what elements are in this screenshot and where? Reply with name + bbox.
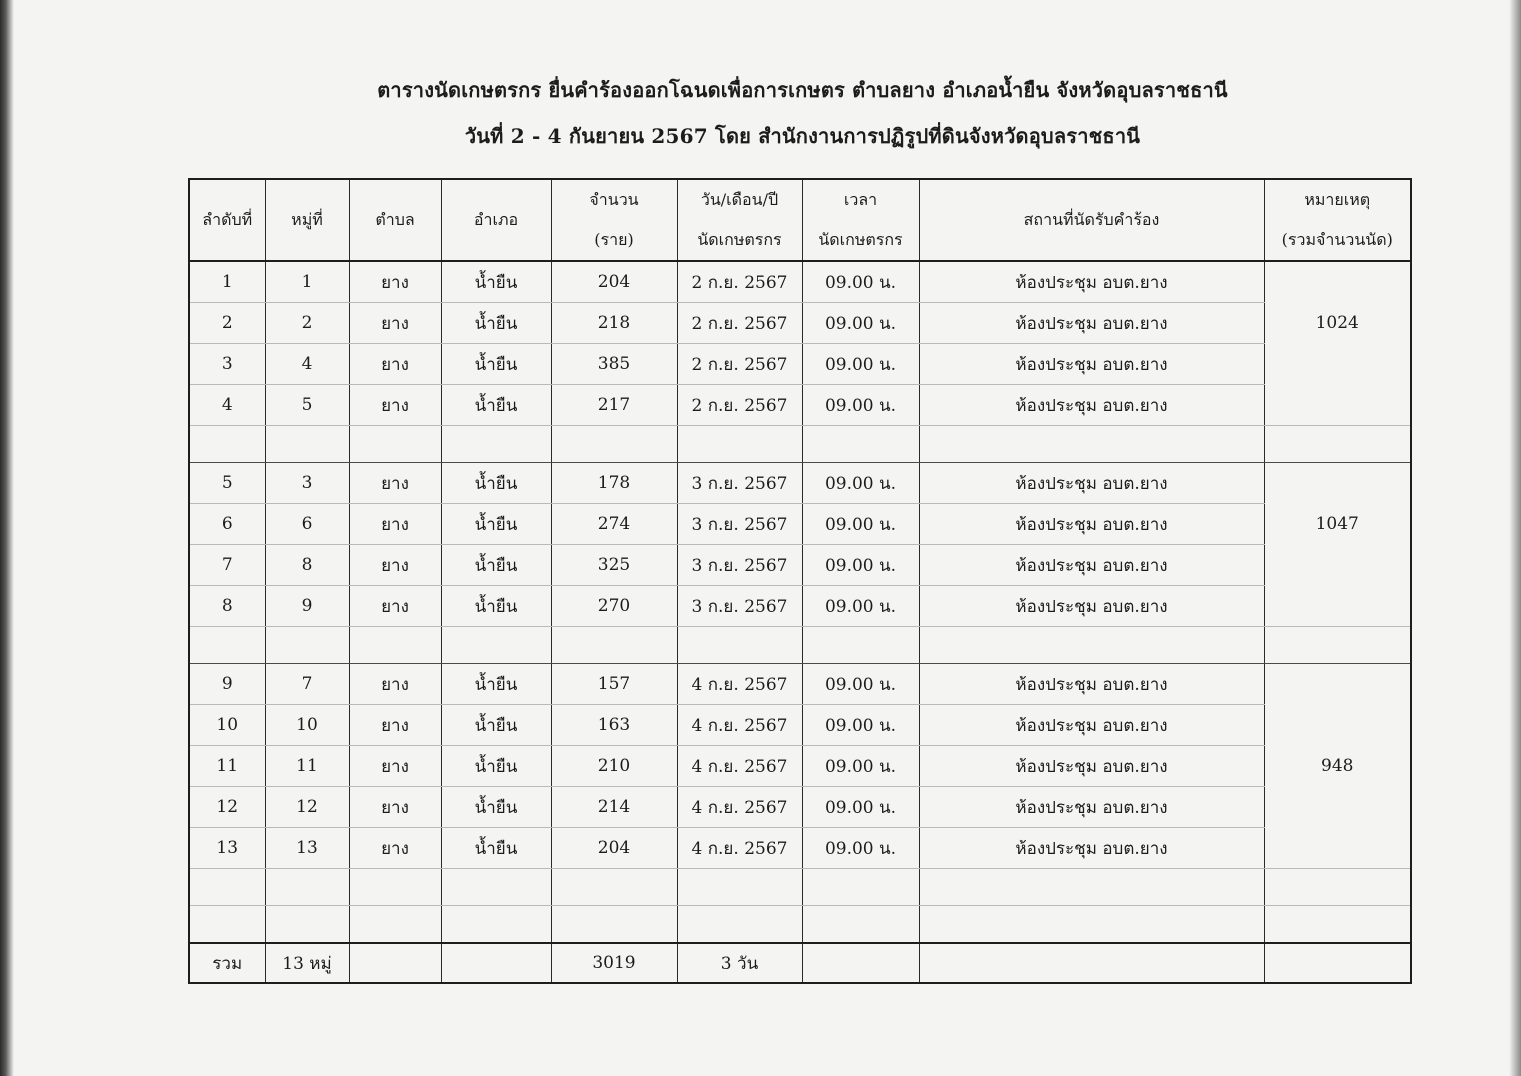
header-district: อำเภอ xyxy=(441,179,551,261)
document-title: ตารางนัดเกษตรกร ยื่นคำร้องออกโฉนดเพื่อการเกษตร ตำบลยาง อำเภอน้ำยืน จังหวัดอุบลราชธานี xyxy=(377,78,1228,102)
cell-seq: 12 xyxy=(189,787,265,828)
cell-district: น้ำยืน xyxy=(441,705,551,746)
empty-cell xyxy=(802,906,919,944)
cell-date: 3 ก.ย. 2567 xyxy=(677,504,802,545)
cell-district: น้ำยืน xyxy=(441,664,551,705)
spacer-row xyxy=(189,627,1411,664)
cell-date: 4 ก.ย. 2567 xyxy=(677,664,802,705)
header-count-line1: จำนวน xyxy=(589,190,639,209)
cell-count: 163 xyxy=(551,705,677,746)
spacer-row xyxy=(189,906,1411,944)
header-date xyxy=(677,179,802,261)
cell-village: 10 xyxy=(265,705,349,746)
empty-cell xyxy=(265,426,349,463)
empty-cell xyxy=(265,906,349,944)
cell-time: 09.00 น. xyxy=(802,787,919,828)
header-subdistrict: ตำบล xyxy=(349,179,441,261)
empty-cell xyxy=(802,627,919,664)
cell-place: ห้องประชุม อบต.ยาง xyxy=(919,385,1264,426)
cell-subdistrict: ยาง xyxy=(349,385,441,426)
empty-cell xyxy=(677,627,802,664)
cell-count: 217 xyxy=(551,385,677,426)
total-label: รวม xyxy=(189,943,265,983)
cell-village: 9 xyxy=(265,586,349,627)
schedule-table xyxy=(188,178,1412,984)
header-note xyxy=(1264,179,1411,261)
table-row xyxy=(189,787,1411,828)
empty-cell xyxy=(1264,627,1411,664)
table-row xyxy=(189,463,1411,504)
empty-cell xyxy=(441,943,551,983)
cell-village: 1 xyxy=(265,261,349,303)
cell-note xyxy=(1264,664,1411,705)
cell-time: 09.00 น. xyxy=(802,746,919,787)
cell-date: 3 ก.ย. 2567 xyxy=(677,586,802,627)
empty-cell xyxy=(189,869,265,906)
cell-subdistrict: ยาง xyxy=(349,545,441,586)
cell-subdistrict: ยาง xyxy=(349,463,441,504)
table-row xyxy=(189,385,1411,426)
cell-count: 270 xyxy=(551,586,677,627)
cell-count: 204 xyxy=(551,261,677,303)
total-days: 3 วัน xyxy=(677,943,802,983)
empty-cell xyxy=(551,869,677,906)
cell-district: น้ำยืน xyxy=(441,746,551,787)
empty-cell xyxy=(1264,426,1411,463)
cell-count: 274 xyxy=(551,504,677,545)
cell-seq: 2 xyxy=(189,303,265,344)
cell-place: ห้องประชุม อบต.ยาง xyxy=(919,504,1264,545)
cell-date: 2 ก.ย. 2567 xyxy=(677,385,802,426)
cell-place: ห้องประชุม อบต.ยาง xyxy=(919,545,1264,586)
page-edge-shadow-right xyxy=(1509,0,1521,1076)
cell-village: 12 xyxy=(265,787,349,828)
cell-date: 2 ก.ย. 2567 xyxy=(677,261,802,303)
cell-note xyxy=(1264,545,1411,586)
empty-cell xyxy=(802,943,919,983)
empty-cell xyxy=(919,943,1264,983)
table-row xyxy=(189,545,1411,586)
cell-seq: 8 xyxy=(189,586,265,627)
cell-note xyxy=(1264,705,1411,746)
cell-note xyxy=(1264,261,1411,303)
cell-district: น้ำยืน xyxy=(441,545,551,586)
cell-date: 3 ก.ย. 2567 xyxy=(677,545,802,586)
cell-village: 7 xyxy=(265,664,349,705)
table-row xyxy=(189,303,1411,344)
cell-seq: 1 xyxy=(189,261,265,303)
cell-time: 09.00 น. xyxy=(802,705,919,746)
cell-village: 8 xyxy=(265,545,349,586)
total-row xyxy=(189,943,1411,983)
cell-note xyxy=(1264,463,1411,504)
cell-village: 13 xyxy=(265,828,349,869)
cell-seq: 3 xyxy=(189,344,265,385)
cell-seq: 5 xyxy=(189,463,265,504)
cell-time: 09.00 น. xyxy=(802,385,919,426)
cell-subdistrict: ยาง xyxy=(349,586,441,627)
header-note-line2: (รวมจำนวนนัด) xyxy=(1281,230,1393,249)
cell-seq: 11 xyxy=(189,746,265,787)
cell-subdistrict: ยาง xyxy=(349,828,441,869)
empty-cell xyxy=(265,627,349,664)
empty-cell xyxy=(441,627,551,664)
empty-cell xyxy=(677,906,802,944)
header-seq: ลำดับที่ xyxy=(189,179,265,261)
cell-note: 1024 xyxy=(1264,303,1411,344)
cell-count: 214 xyxy=(551,787,677,828)
cell-place: ห้องประชุม อบต.ยาง xyxy=(919,586,1264,627)
cell-note: 1047 xyxy=(1264,504,1411,545)
empty-cell xyxy=(919,906,1264,944)
cell-date: 2 ก.ย. 2567 xyxy=(677,303,802,344)
table-row xyxy=(189,261,1411,303)
empty-cell xyxy=(802,869,919,906)
table-row xyxy=(189,828,1411,869)
empty-cell xyxy=(441,869,551,906)
empty-cell xyxy=(677,869,802,906)
empty-cell xyxy=(551,906,677,944)
cell-count: 325 xyxy=(551,545,677,586)
cell-district: น้ำยืน xyxy=(441,385,551,426)
total-villages: 13 หมู่ xyxy=(265,943,349,983)
empty-cell xyxy=(677,426,802,463)
cell-village: 2 xyxy=(265,303,349,344)
cell-place: ห้องประชุม อบต.ยาง xyxy=(919,828,1264,869)
spacer-row xyxy=(189,426,1411,463)
cell-date: 4 ก.ย. 2567 xyxy=(677,746,802,787)
cell-subdistrict: ยาง xyxy=(349,344,441,385)
table-body xyxy=(189,261,1411,983)
cell-date: 3 ก.ย. 2567 xyxy=(677,463,802,504)
cell-seq: 4 xyxy=(189,385,265,426)
cell-count: 210 xyxy=(551,746,677,787)
empty-cell xyxy=(189,627,265,664)
table-row xyxy=(189,344,1411,385)
cell-time: 09.00 น. xyxy=(802,545,919,586)
header-count xyxy=(551,179,677,261)
cell-subdistrict: ยาง xyxy=(349,664,441,705)
cell-time: 09.00 น. xyxy=(802,586,919,627)
cell-subdistrict: ยาง xyxy=(349,705,441,746)
header-place: สถานที่นัดรับคำร้อง xyxy=(919,179,1264,261)
cell-time: 09.00 น. xyxy=(802,664,919,705)
cell-seq: 6 xyxy=(189,504,265,545)
cell-subdistrict: ยาง xyxy=(349,787,441,828)
cell-seq: 10 xyxy=(189,705,265,746)
header-village: หมู่ที่ xyxy=(265,179,349,261)
cell-place: ห้องประชุม อบต.ยาง xyxy=(919,664,1264,705)
cell-note xyxy=(1264,385,1411,426)
cell-time: 09.00 น. xyxy=(802,261,919,303)
cell-district: น้ำยืน xyxy=(441,463,551,504)
cell-date: 4 ก.ย. 2567 xyxy=(677,787,802,828)
cell-place: ห้องประชุม อบต.ยาง xyxy=(919,303,1264,344)
empty-cell xyxy=(919,426,1264,463)
cell-place: ห้องประชุม อบต.ยาง xyxy=(919,463,1264,504)
cell-time: 09.00 น. xyxy=(802,504,919,545)
table-row xyxy=(189,664,1411,705)
empty-cell xyxy=(349,943,441,983)
cell-village: 3 xyxy=(265,463,349,504)
header-time xyxy=(802,179,919,261)
cell-village: 6 xyxy=(265,504,349,545)
empty-cell xyxy=(265,869,349,906)
total-count: 3019 xyxy=(551,943,677,983)
empty-cell xyxy=(189,426,265,463)
cell-count: 218 xyxy=(551,303,677,344)
cell-time: 09.00 น. xyxy=(802,463,919,504)
spacer-row xyxy=(189,869,1411,906)
empty-cell xyxy=(349,906,441,944)
cell-place: ห้องประชุม อบต.ยาง xyxy=(919,705,1264,746)
cell-district: น้ำยืน xyxy=(441,303,551,344)
cell-village: 4 xyxy=(265,344,349,385)
cell-district: น้ำยืน xyxy=(441,261,551,303)
header-count-line2: (ราย) xyxy=(594,230,634,249)
empty-cell xyxy=(1264,869,1411,906)
cell-date: 4 ก.ย. 2567 xyxy=(677,828,802,869)
cell-note: 948 xyxy=(1264,746,1411,787)
cell-note xyxy=(1264,787,1411,828)
page-edge-shadow-left xyxy=(0,0,14,1076)
cell-place: ห้องประชุม อบต.ยาง xyxy=(919,261,1264,303)
cell-note xyxy=(1264,344,1411,385)
cell-village: 11 xyxy=(265,746,349,787)
cell-note xyxy=(1264,828,1411,869)
table-row xyxy=(189,705,1411,746)
header-note-line1: หมายเหตุ xyxy=(1304,190,1371,209)
cell-place: ห้องประชุม อบต.ยาง xyxy=(919,746,1264,787)
cell-subdistrict: ยาง xyxy=(349,504,441,545)
cell-time: 09.00 น. xyxy=(802,303,919,344)
cell-date: 4 ก.ย. 2567 xyxy=(677,705,802,746)
header-date-line2: นัดเกษตรกร xyxy=(697,230,782,249)
empty-cell xyxy=(551,426,677,463)
cell-place: ห้องประชุม อบต.ยาง xyxy=(919,787,1264,828)
header-time-line1: เวลา xyxy=(843,190,878,209)
cell-time: 09.00 น. xyxy=(802,344,919,385)
empty-cell xyxy=(441,426,551,463)
cell-district: น้ำยืน xyxy=(441,586,551,627)
cell-district: น้ำยืน xyxy=(441,828,551,869)
cell-place: ห้องประชุม อบต.ยาง xyxy=(919,344,1264,385)
empty-cell xyxy=(349,627,441,664)
document-subtitle: วันที่ 2 - 4 กันยายน 2567 โดย สำนักงานการปฏิรูปที่ดินจังหวัดอุบลราชธานี xyxy=(464,124,1141,148)
header-date-line1: วัน/เดือน/ปี xyxy=(700,190,779,209)
empty-cell xyxy=(919,627,1264,664)
cell-district: น้ำยืน xyxy=(441,787,551,828)
cell-district: น้ำยืน xyxy=(441,504,551,545)
header-time-line2: นัดเกษตรกร xyxy=(818,230,903,249)
cell-count: 157 xyxy=(551,664,677,705)
cell-count: 204 xyxy=(551,828,677,869)
empty-cell xyxy=(189,906,265,944)
table-row xyxy=(189,746,1411,787)
cell-subdistrict: ยาง xyxy=(349,746,441,787)
cell-count: 385 xyxy=(551,344,677,385)
cell-subdistrict: ยาง xyxy=(349,261,441,303)
table-header-row xyxy=(189,179,1411,261)
table-row xyxy=(189,586,1411,627)
cell-seq: 9 xyxy=(189,664,265,705)
table-row xyxy=(189,504,1411,545)
cell-date: 2 ก.ย. 2567 xyxy=(677,344,802,385)
cell-subdistrict: ยาง xyxy=(349,303,441,344)
empty-cell xyxy=(919,869,1264,906)
empty-cell xyxy=(349,869,441,906)
cell-village: 5 xyxy=(265,385,349,426)
cell-count: 178 xyxy=(551,463,677,504)
cell-seq: 13 xyxy=(189,828,265,869)
empty-cell xyxy=(802,426,919,463)
empty-cell xyxy=(551,627,677,664)
cell-time: 09.00 น. xyxy=(802,828,919,869)
empty-cell xyxy=(441,906,551,944)
empty-cell xyxy=(349,426,441,463)
empty-cell xyxy=(1264,943,1411,983)
cell-seq: 7 xyxy=(189,545,265,586)
cell-note xyxy=(1264,586,1411,627)
empty-cell xyxy=(1264,906,1411,944)
cell-district: น้ำยืน xyxy=(441,344,551,385)
